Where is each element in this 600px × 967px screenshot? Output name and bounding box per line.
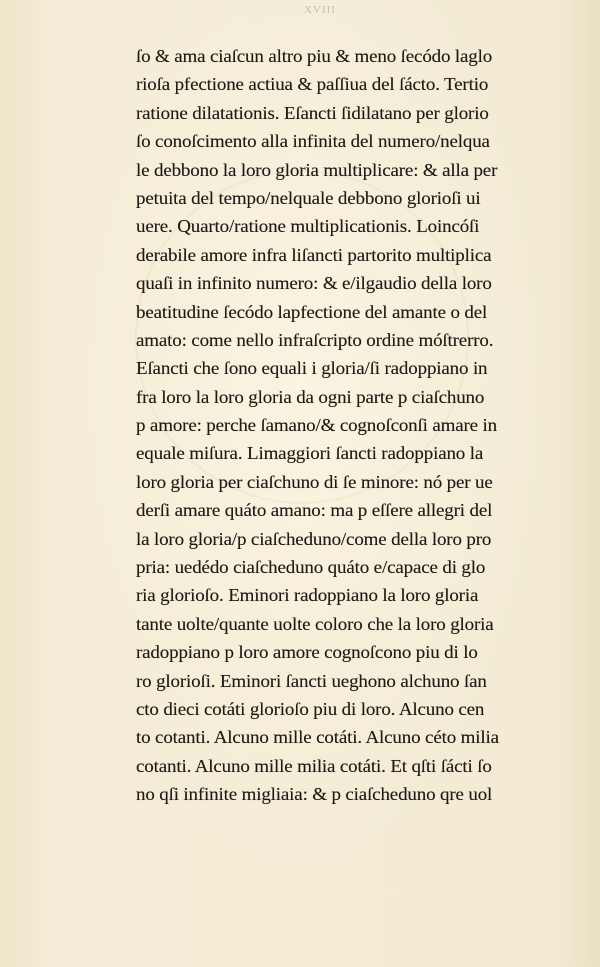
text-line: quaſi in infinito numero: & e/ilgaudio della loro (136, 273, 492, 294)
text-line: pria: uedédo ciaſcheduno quáto e/capace di glo (136, 557, 486, 578)
text-line: cotanti. Alcuno mille milia cotáti. Et qſti ſácti ſo (136, 755, 492, 776)
text-line: loro gloria per ciaſchuno di ſe minore: nó per ue (136, 471, 493, 492)
text-line: le debbono la loro gloria multiplicare: & alla per (136, 159, 498, 180)
text-line: Eſancti che ſono equali i gloria/ſi radoppiano in (136, 358, 488, 379)
text-line: cto dieci cotáti glorioſo piu di loro. Alcuno cen (136, 698, 485, 719)
text-line: ria glorioſo. Eminori radoppiano la loro gloria (136, 585, 479, 606)
folio-number: XVIII (304, 4, 336, 16)
text-line: la loro gloria/p ciaſcheduno/come della loro pro (136, 528, 492, 549)
text-line: radoppiano p loro amore cognoſcono piu di lo (136, 642, 478, 663)
text-line: derſi amare quáto amano: ma p eſſere allegri del (136, 500, 493, 521)
text-line: rioſa pfectione actiua & paſſiua del ſácto. Tertio (136, 74, 489, 95)
text-block (136, 42, 576, 809)
text-line: tante uolte/quante uolte coloro che la loro gloria (136, 613, 494, 634)
text-line: beatitudine ſecódo lapfectione del amante o del (136, 301, 488, 322)
text-line: ſo & ama ciaſcun altro piu & meno ſecódo laglo (136, 46, 493, 66)
text-line: equale miſura. Limaggiori ſancti radoppiano la (136, 443, 484, 464)
text-line: p amore: perche ſamano/& cognoſconſi amare in (136, 415, 497, 436)
text-line: no qſi infinite migliaia: & p ciaſcheduno qre uol (136, 784, 493, 805)
text-line: to cotanti. Alcuno mille cotáti. Alcuno céto milia (136, 727, 499, 748)
text-line: amato: come nello infraſcripto ordine móſtrerro. (136, 329, 494, 350)
text-line: petuita del tempo/nelquale debbono glorioſi ui (136, 187, 481, 208)
text-line: derabile amore infra liſancti partorito multiplica (136, 244, 492, 265)
text-line: fra loro la loro gloria da ogni parte p ciaſchuno (136, 386, 485, 407)
text-line: uere. Quarto/ratione multiplicationis. Loincóſi (136, 216, 480, 237)
text-line: ſo conoſcimento alla infinita del numero/nelqua (136, 131, 490, 152)
text-line: ratione dilatationis. Eſancti ſidilatano per glorio (136, 102, 489, 123)
text-line: ro glorioſi. Eminori ſancti ueghono alchuno ſan (136, 670, 487, 691)
